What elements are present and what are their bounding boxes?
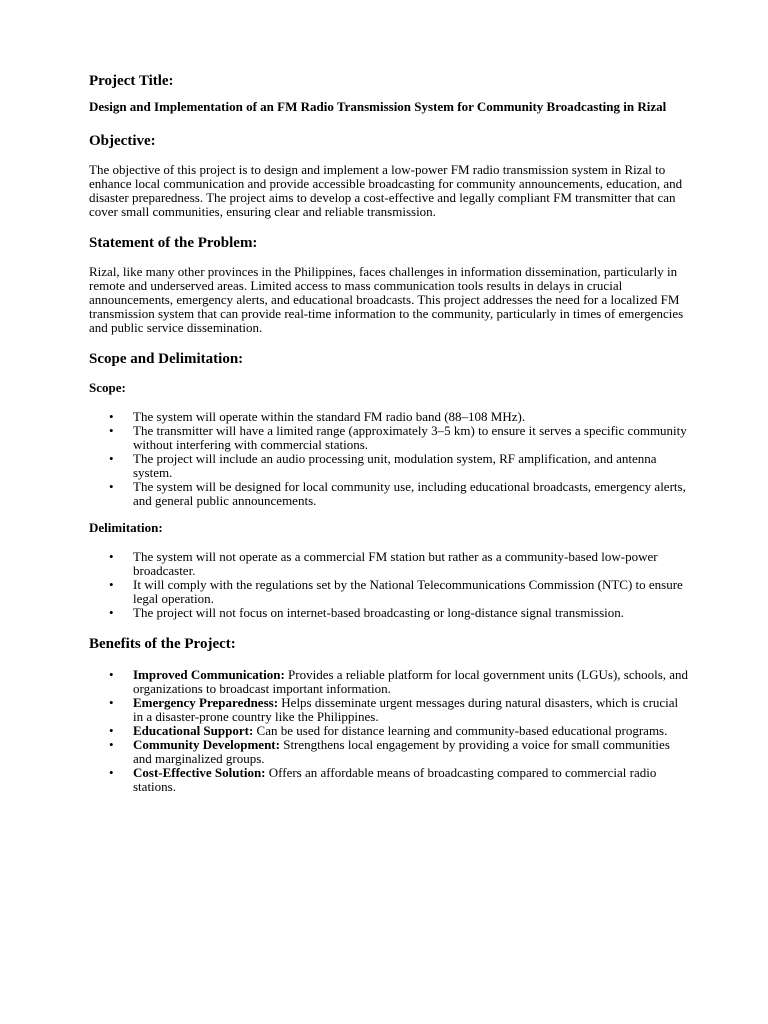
benefits-heading: Benefits of the Project: xyxy=(89,635,236,652)
benefit-text: Provides a reliable platform for local government units (LGUs), schools, and organizations to broadcast important information. xyxy=(133,666,689,696)
list-item: • The project will include an audio processing unit, modulation system, RF amplification, and antenna system. xyxy=(89,452,689,480)
list-item xyxy=(89,724,689,738)
list-item: • The transmitter will have a limited range (approximately 3–5 km) to ensure it serves a specific community without interfering with commercial stations. xyxy=(89,424,689,452)
benefit-label: Community Development: xyxy=(133,736,280,752)
benefit-text: Strengthens local engagement by providing a voice for small communities and marginalized groups. xyxy=(133,736,670,766)
list-item xyxy=(89,696,689,724)
benefit-label: Emergency Preparedness: xyxy=(133,694,279,710)
benefit-label: Educational Support: xyxy=(133,722,254,738)
benefit-text: Offers an affordable means of broadcasting compared to commercial radio stations. xyxy=(133,764,657,794)
list-item: • The system will not operate as a commercial FM station but rather as a community-based low-power broadcaster. xyxy=(89,550,689,578)
benefits-list xyxy=(89,668,689,794)
benefit-text: Helps disseminate urgent messages during natural disasters, which is crucial in a disaster-prone country like the Philippines. xyxy=(133,694,679,724)
list-item xyxy=(89,738,689,766)
objective-heading: Objective: xyxy=(89,132,156,149)
list-item xyxy=(89,668,689,696)
list-item: • The system will operate within the standard FM radio band (88–108 MHz). xyxy=(89,410,689,424)
delimitation-subheading: Delimitation: xyxy=(89,519,163,535)
list-item: • The project will not focus on internet-based broadcasting or long-distance signal transmission. xyxy=(89,606,689,620)
benefit-text: Can be used for distance learning and community-based educational programs. xyxy=(253,722,668,738)
scope-subheading: Scope: xyxy=(89,379,126,395)
project-title-heading: Project Title: xyxy=(89,73,174,89)
problem-paragraph: Rizal, like many other provinces in the Philippines, faces challenges in information dissemination, particularly in remote and underserved areas. Limited access to mass communication tools results in delays in crucial announcements, emergency alerts, and educational broadcasts. This project addresses the need for a localized FM transmission system that can provide real-time information to the community, particularly in times of emergencies and public service dissemination. xyxy=(89,263,684,335)
objective-paragraph: The objective of this project is to design and implement a low-power FM radio transmission system in Rizal to enhance local communication and provide accessible broadcasting for community announcements, education, and disaster preparedness. The project aims to develop a cost-effective and legally compliant FM transmitter that can cover small communities, ensuring clear and reliable transmission. xyxy=(89,161,683,219)
delimitation-list xyxy=(89,550,689,620)
scope-delimitation-heading: Scope and Delimitation: xyxy=(89,350,244,367)
list-item xyxy=(89,766,689,794)
problem-heading: Statement of the Problem: xyxy=(89,234,258,251)
document-page xyxy=(89,72,689,794)
list-item: • It will comply with the regulations set by the National Telecommunications Commission (NTC) to ensure legal operation. xyxy=(89,578,689,606)
list-item: • The system will be designed for local community use, including educational broadcasts, emergency alerts, and general public announcements. xyxy=(89,480,689,508)
benefit-label: Cost-Effective Solution: xyxy=(133,764,266,780)
project-title-text: Design and Implementation of an FM Radio Transmission System for Community Broadcasting in Rizal xyxy=(89,99,667,114)
scope-list xyxy=(89,410,689,508)
benefit-label: Improved Communication: xyxy=(133,666,285,682)
